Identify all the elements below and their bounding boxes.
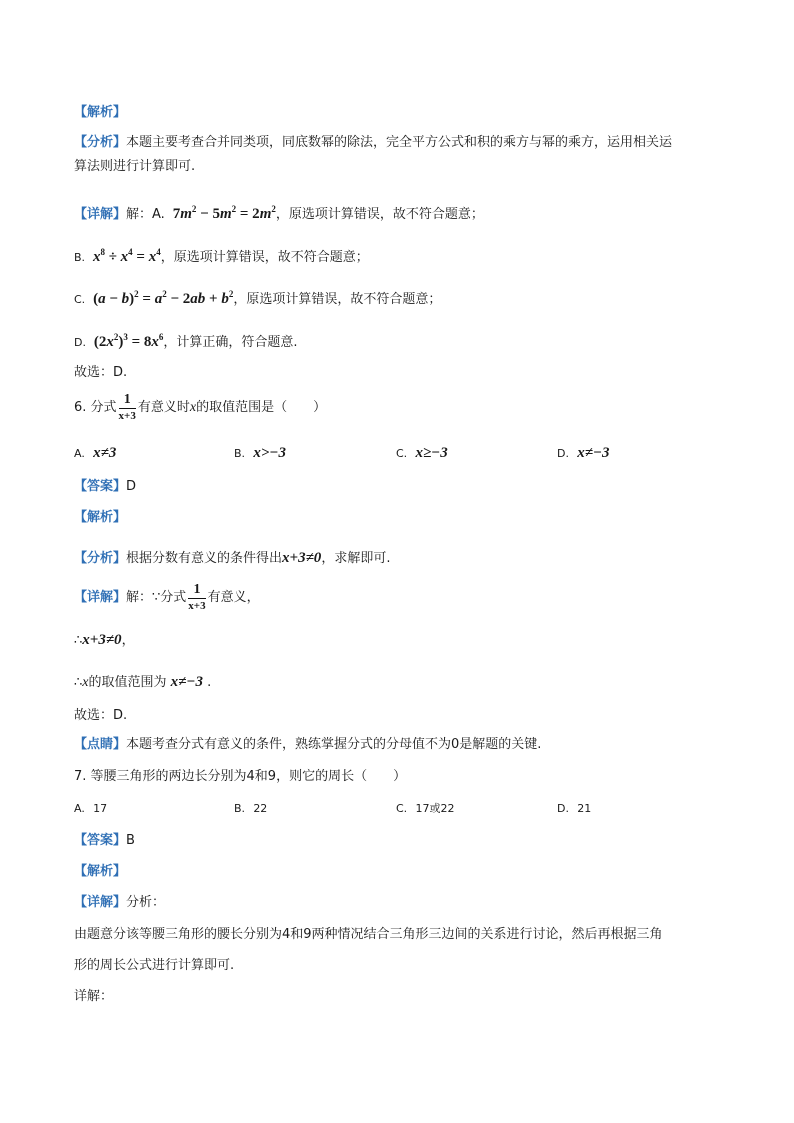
q7-option-d: D. 21 (557, 802, 592, 815)
formula-d: $(2x^2)^3 = 8x^6$ (90, 332, 164, 350)
q7-text-1: 由题意分该等腰三角形的腰长分别为4和9两种情况结合三角形三边间的关系进行讨论，然后再根据三角 (74, 927, 663, 942)
q6-option-b: B. x>−3 (234, 445, 286, 461)
formula-b: $x^8 \div x^4 = x^4$ (92, 247, 161, 265)
fraction-1-over-x-plus-3-b: $\frac{1}{x+3}$ (188, 582, 206, 612)
question-7-stem: 7. 等腰三角形的两边长分别为4和9，则它的周长（ ） (74, 769, 407, 784)
q6-option-d: D. x≠−3 (557, 445, 610, 461)
guxuan-1: 故选：D. (74, 365, 128, 380)
q7-jiexi-heading: 【解析】 (74, 864, 127, 879)
question-6-stem: 6. 分式 $\frac{1}{x+3}$ 有意义时x的取值范围是（ ） (74, 392, 327, 422)
q6-jiexi-heading: 【解析】 (74, 510, 127, 525)
formula-a: $7m^2 - 5m^2 = 2m^2$ (168, 204, 276, 222)
option-c-line: C. $(a - b)^2 = a^2 - 2ab + b^2$，原选项计算错误，故不符合题意； (74, 289, 442, 307)
xiangjie-line-a: 【详解】解：A. $7m^2 - 5m^2 = 2m^2$，原选项计算错误，故不符合题意； (74, 204, 484, 222)
q7-xiangjie: 【详解】分析： (74, 895, 166, 910)
q7-text-2: 形的周长公式进行计算即可. (74, 958, 235, 973)
option-d-line: D. $(2x^2)^3 = 8x^6$，计算正确，符合题意. (74, 332, 298, 350)
fraction-1-over-x-plus-3: $\frac{1}{x+3}$ (118, 392, 136, 422)
q6-guxuan: 故选：D. (74, 708, 128, 723)
q7-option-a: A. 17 (74, 802, 108, 815)
q6-dianjing: 【点睛】本题考查分式有意义的条件，熟练掌握分式的分母值不为0是解题的关键. (74, 737, 542, 752)
q6-fenxi: 【分析】根据分数有意义的条件得出x+3≠0，求解即可. (74, 550, 391, 566)
fenxi-paragraph-1-cont: 算法则进行计算即可. (74, 159, 196, 174)
q6-option-a: A. x≠3 (74, 445, 117, 461)
q6-option-c: C. x≥−3 (396, 445, 448, 461)
q7-answer: 【答案】B (74, 833, 135, 848)
q6-step-1: ∴x+3≠0， (74, 632, 135, 648)
q6-xiangjie: 【详解】解：∵分式 $\frac{1}{x+3}$ 有意义， (74, 582, 260, 612)
q6-step-2: ∴x的取值范围为 x≠−3 . (74, 674, 212, 690)
q7-detail-heading: 详解： (74, 989, 114, 1004)
fenxi-paragraph-1: 【分析】本题主要考查合并同类项，同底数幂的除法，完全平方公式和积的乘方与幂的乘方，运用相关运 (74, 135, 673, 150)
formula-c: $(a - b)^2 = a^2 - 2ab + b^2$ (89, 289, 234, 307)
jiexi-heading-1: 【解析】 (74, 105, 127, 120)
q6-answer: 【答案】D (74, 479, 137, 494)
q7-option-c: C. 17或22 (396, 802, 455, 815)
q7-option-b: B. 22 (234, 802, 268, 815)
option-b-line: B. $x^8 \div x^4 = x^4$，原选项计算错误，故不符合题意； (74, 247, 369, 265)
